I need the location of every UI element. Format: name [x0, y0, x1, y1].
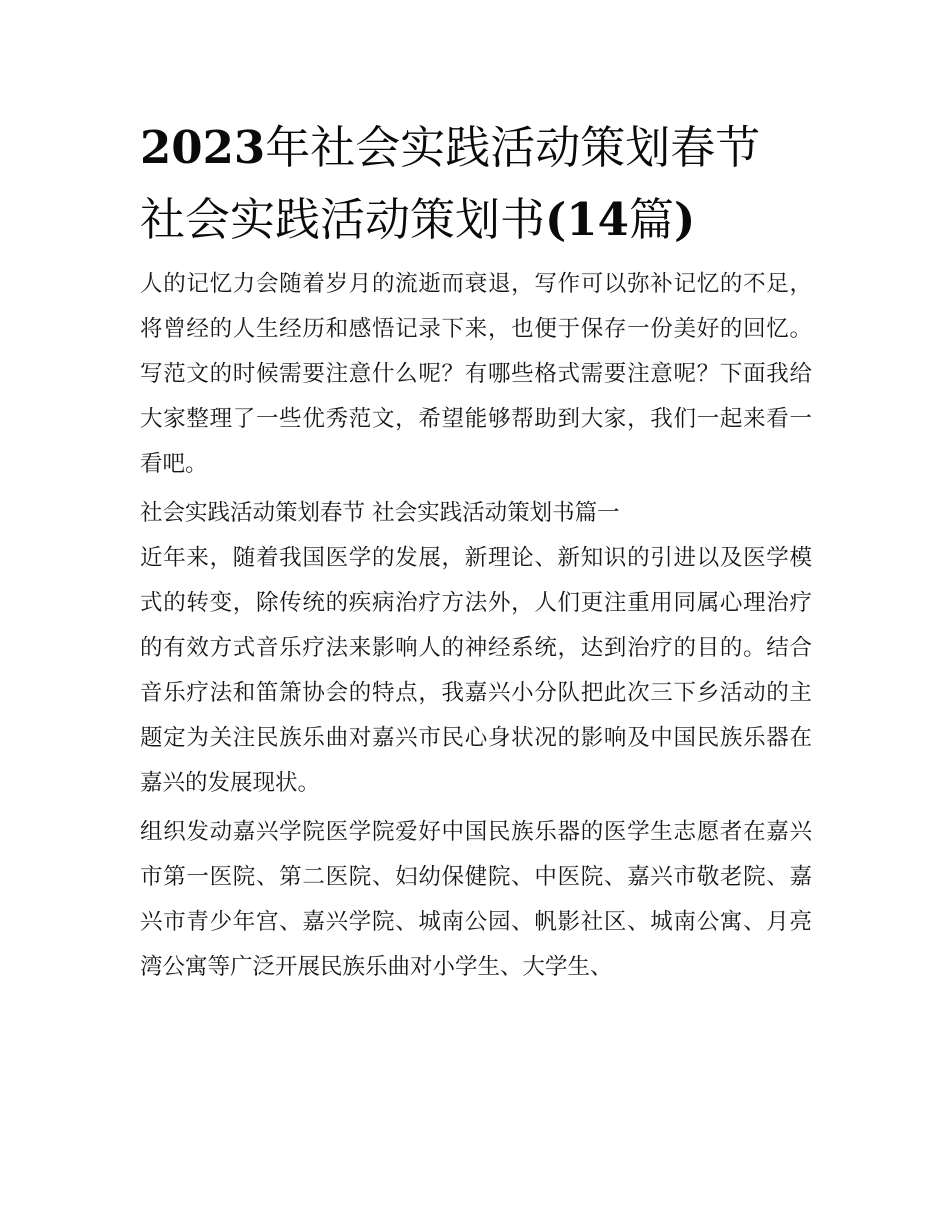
document-content — [140, 112, 812, 990]
intro-paragraph: 人的记忆力会随着岁月的流逝而衰退，写作可以弥补记忆的不足，将曾经的人生经历和感悟记录下来，也便于保存一份美好的回忆。写范文的时候需要注意什么呢？有哪些格式需要注意呢？下面我给大家整理了一些优秀范文，希望能够帮助到大家，我们一起来看一看吧。 — [140, 271, 812, 477]
title-year: 2023 — [140, 121, 266, 174]
title-line2-pian: 篇 — [628, 193, 674, 246]
body-paragraph-1: 近年来，随着我国医学的发展，新理论、新知识的引进以及医学模式的转变，除传统的疾病治疗方法外，人们更注重用同属心理治疗的有效方式音乐疗法来影响人的神经系统，达到治疗的目的。结合音乐疗法和笛箫协会的特点，我嘉兴小分队把此次三下乡活动的主题定为关注民族乐曲对嘉兴市民心身状况的影响及中国民族乐器在嘉兴的发展现状。 — [140, 545, 812, 796]
section-heading: 社会实践活动策划春节 社会实践活动策划书篇一 — [140, 500, 620, 526]
title-line2-count: (14 — [545, 193, 629, 246]
title-line1-rest: 年社会实践活动策划春节 — [265, 121, 761, 174]
title-line2-main: 社会实践活动策划书 — [140, 193, 546, 246]
body-paragraph-2: 组织发动嘉兴学院医学院爱好中国民族乐器的医学生志愿者在嘉兴市第一医院、第二医院、妇幼保健院、中医院、嘉兴市敬老院、嘉兴市青少年宫、嘉兴学院、城南公园、帆影社区、城南公寓、月亮湾公寓等广泛开展民族乐曲对小学生、大学生、 — [140, 819, 812, 980]
document-title — [140, 112, 812, 256]
title-line2-close: ) — [673, 193, 696, 246]
